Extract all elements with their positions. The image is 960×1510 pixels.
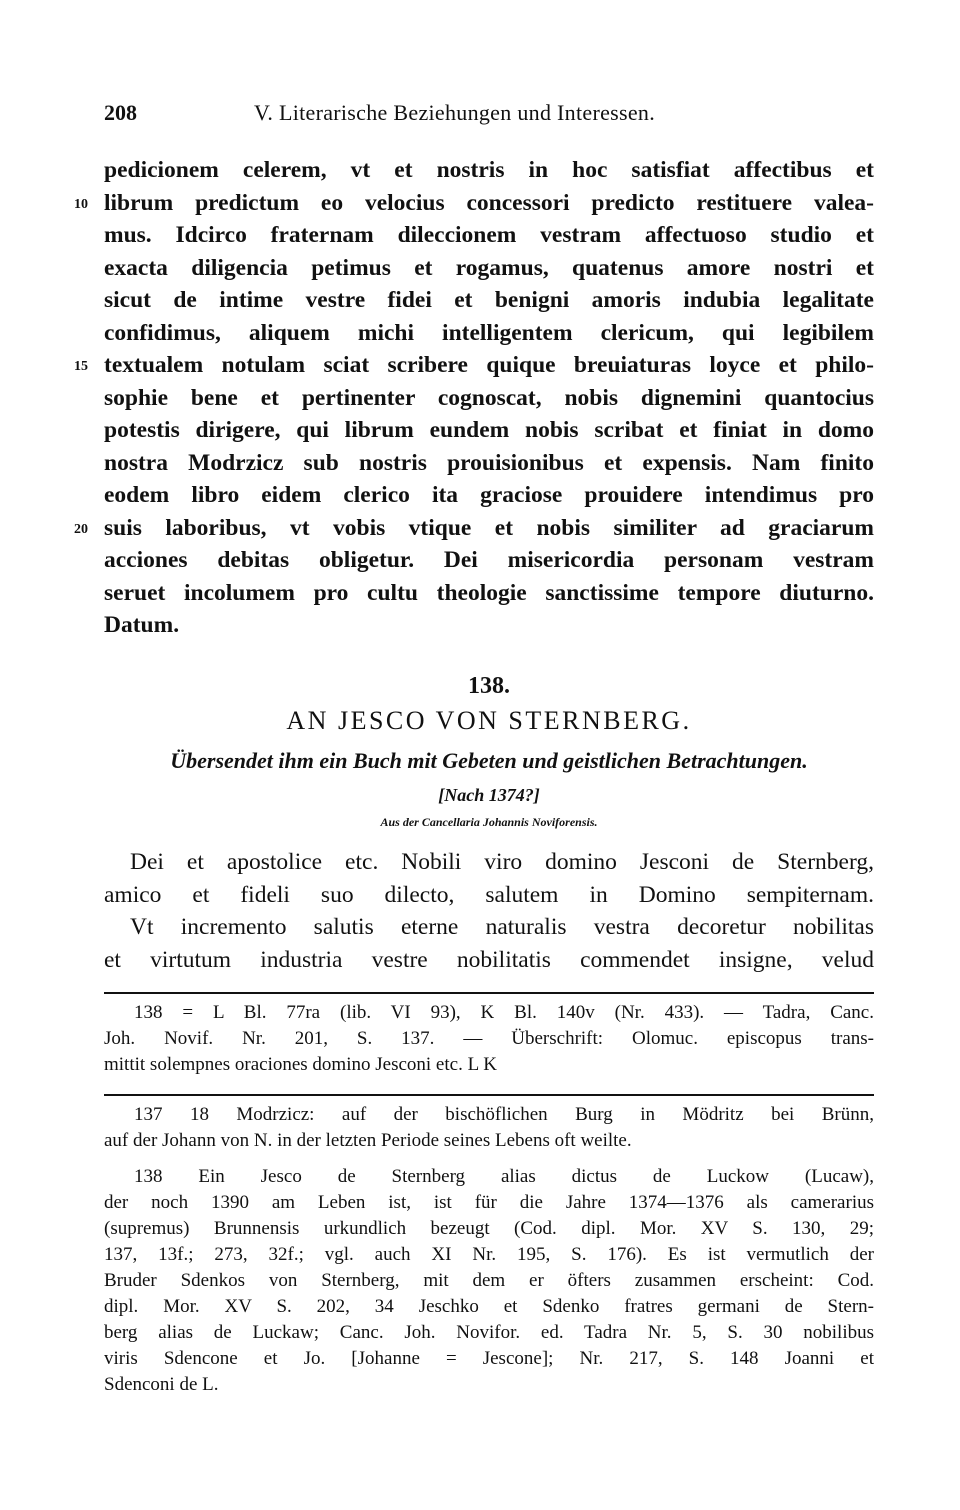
text-line: librum predictum eo velocius concessori predicto restituere valea-	[104, 189, 874, 216]
text-line: pedicionem celerem, vt et nostris in hoc satisfiat affectibus et	[104, 157, 874, 183]
text-line: sicut de intime vestre fidei et benigni amoris indubia legalitate	[104, 287, 874, 313]
note-line: der noch 1390 am Leben ist, ist für die Jahre 1374—1376 als camerarius	[104, 1192, 874, 1213]
note-137	[104, 1102, 874, 1154]
running-header	[104, 100, 874, 136]
text-line: acciones debitas obligetur. Dei misericordia personam vestram	[104, 547, 874, 573]
note-line: 138 Ein Jesco de Sternberg alias dictus de Luckow (Lucaw),	[134, 1166, 874, 1187]
text-line: et virtutum industria vestre nobilitatis commendet insigne, velud	[104, 946, 874, 973]
letter-138-body	[104, 846, 874, 976]
text-line: Datum.	[104, 612, 180, 638]
apparatus-line: mittit solempnes oraciones domino Jesconi etc. L K	[104, 1054, 497, 1075]
text-line: textualem notulam sciat scribere quique breuiaturas loyce et philo-	[104, 352, 874, 378]
line-number: 20	[74, 521, 88, 537]
text-line: suis laboribus, vt vobis vtique et nobis similiter ad graciarum	[104, 514, 874, 541]
apparatus-line: 138 = L Bl. 77ra (lib. VI 93), K Bl. 140v (Nr. 433). — Tadra, Canc.	[134, 1002, 874, 1023]
note-line: auf der Johann von N. in der letzten Periode seines Lebens oft weilte.	[104, 1130, 632, 1151]
line-number: 15	[74, 359, 88, 374]
note-line: 137 18 Modrzicz: auf der bischöflichen Burg in Mödritz bei Brünn,	[134, 1104, 874, 1125]
note-line: (supremus) Brunnensis urkundlich bezeugt (Cod. dipl. Mor. XV S. 130, 29;	[104, 1218, 874, 1239]
line-number: 10	[74, 196, 88, 212]
letter-subtitle: Übersendet ihm ein Buch mit Gebeten und geistlichen Betrachtungen.	[170, 748, 808, 773]
page-number: 208	[104, 100, 137, 125]
text-line: sophie bene et pertinenter cognoscat, nobis dignemini quantocius	[104, 384, 874, 411]
letter-source: Aus der Cancellaria Johannis Noviforensis.	[380, 815, 598, 829]
text-line: exacta diligencia petimus et rogamus, quatenus amore nostri et	[104, 254, 874, 281]
note-line: berg alias de Luckaw; Canc. Joh. Novifor. ed. Tadra Nr. 5, S. 30 nobilibus	[104, 1322, 874, 1343]
letter-title: AN JESCO VON STERNBERG.	[286, 706, 692, 735]
text-line: amico et fideli suo dilecto, salutem in Domino sempiternam.	[104, 881, 874, 908]
text-line: Vt incremento salutis eterne naturalis vestra decoretur nobilitas	[130, 914, 874, 940]
notes-divider	[104, 1094, 874, 1096]
text-line: Dei et apostolice etc. Nobili viro domino Jesconi de Sternberg,	[130, 849, 874, 875]
letter-date: [Nach 1374?]	[438, 785, 540, 805]
text-line: potestis dirigere, qui librum eundem nobis scribat et finiat in domo	[104, 417, 874, 443]
note-line: 137, 13f.; 273, 32f.; vgl. auch XI Nr. 195, S. 176). Es ist vermutlich der	[104, 1244, 874, 1265]
running-title: V. Literarische Beziehungen und Interessen.	[254, 100, 656, 125]
note-line: viris Sdencone et Jo. [Johanne = Jescone]; Nr. 217, S. 148 Joanni et	[104, 1348, 874, 1369]
apparatus-line: Joh. Novif. Nr. 201, S. 137. — Überschrift: Olomuc. episcopus trans-	[104, 1028, 874, 1049]
note-138	[104, 1164, 874, 1398]
text-line: mus. Idcirco fraternam dileccionem vestram affectuoso studio et	[104, 222, 874, 248]
text-line: seruet incolumem pro cultu theologie sanctissime tempore diuturno.	[104, 579, 874, 606]
text-line: nostra Modrzicz sub nostris prouisionibus et expensis. Nam finito	[104, 449, 874, 476]
text-line: confidimus, aliquem michi intelligentem clericum, qui legibilem	[104, 319, 874, 346]
critical-apparatus	[104, 1000, 874, 1078]
text-line: eodem libro eidem clerico ita graciose prouidere intendimus pro	[104, 482, 874, 508]
note-line: Sdenconi de L.	[104, 1374, 219, 1395]
note-line: Bruder Sdenkos von Sternberg, mit dem er öfters zusammen erscheint: Cod.	[104, 1270, 874, 1291]
letter-137-continuation	[74, 154, 874, 642]
note-line: dipl. Mor. XV S. 202, 34 Jeschko et Sdenko fratres germani de Stern-	[104, 1296, 874, 1317]
apparatus-divider	[104, 992, 874, 994]
letter-number: 138.	[468, 673, 510, 699]
